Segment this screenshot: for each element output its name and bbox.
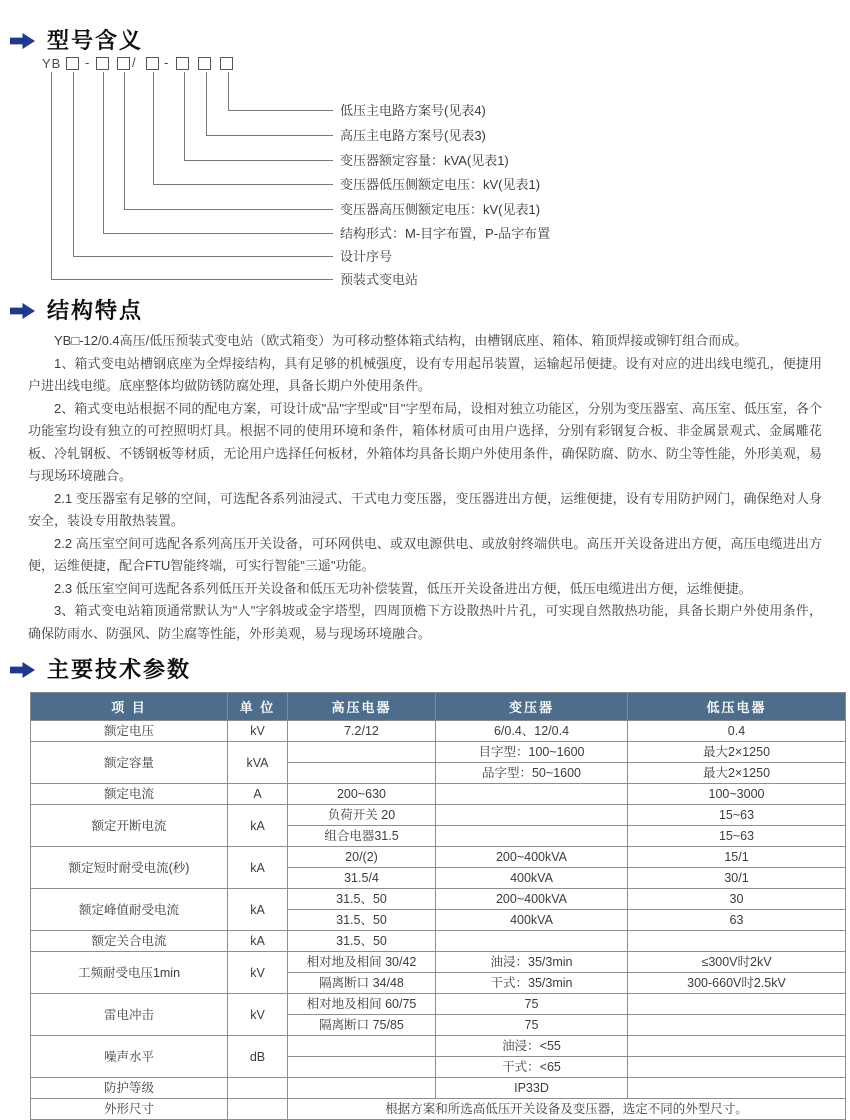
- section-heading-model: [10, 0, 850, 54]
- cell-hv: 31.5、50: [288, 931, 436, 952]
- cell-lv: [628, 994, 846, 1015]
- parameters-table: [30, 692, 846, 1120]
- cell-hv: 200~630: [288, 784, 436, 805]
- table-row: [31, 931, 846, 952]
- cell-item: 雷电冲击: [31, 994, 228, 1036]
- diagram-label-prefab-station: 预装式变电站: [340, 272, 419, 287]
- cell-unit: kVA: [228, 742, 288, 784]
- cell-transformer: [436, 826, 628, 847]
- cell-transformer: 400kVA: [436, 868, 628, 889]
- cell-item: 额定关合电流: [31, 931, 228, 952]
- cell-hv: 7.2/12: [288, 721, 436, 742]
- feature-paragraph: 2.3 低压室空间可选配各系列低压开关设备和低压无功补偿装置，低压开关设备进出方便，低压电缆进出方便，运维便捷。: [54, 580, 752, 596]
- cell-transformer: 油浸：<55: [436, 1036, 628, 1057]
- diagram-label-rated-capacity: 变压器额定容量：kVA(见表1): [340, 153, 509, 168]
- cell-unit: kA: [228, 931, 288, 952]
- table-row: [31, 1078, 846, 1099]
- cell-item: 额定电流: [31, 784, 228, 805]
- cell-hv: 隔离断口 34/48: [288, 973, 436, 994]
- cell-unit: kV: [228, 721, 288, 742]
- model-separator-dash: -: [164, 55, 169, 70]
- cell-lv: [628, 931, 846, 952]
- table-header-row: [31, 693, 846, 721]
- cell-lv: 63: [628, 910, 846, 931]
- diagram-label-structure-type: 结构形式：M-目字布置，P-品字布置: [340, 226, 551, 241]
- cell-item: 外形尺寸: [31, 1099, 228, 1120]
- cell-lv: 300-660V时2.5kV: [628, 973, 846, 994]
- cell-lv: [628, 1057, 846, 1078]
- col-header-lv-gear: 低压电器: [628, 693, 846, 721]
- feature-paragraph: 1、箱式变电站槽钢底座为全焊接结构，具有足够的机械强度，设有专用起吊装置，运输起吊便捷。设有对应的进出线电缆孔，便捷用户进出线电缆。底座整体均做防锈防腐处理，具备长期户外使用条件。: [28, 355, 822, 393]
- cell-item: 防护等级: [31, 1078, 228, 1099]
- cell-lv: 15/1: [628, 847, 846, 868]
- cell-transformer: [436, 931, 628, 952]
- model-separator-slash: /: [132, 55, 136, 70]
- feature-paragraph: 3、箱式变电站箱顶通常默认为"人"字斜坡或金字塔型，四周顶檐下方设散热叶片孔，可实现自然散热功能，具备长期户外使用条件，确保防雨水、防强风、防尘腐等性能，外形美观，易与现场环境融合。: [28, 603, 822, 641]
- cell-transformer: 目字型：100~1600: [436, 742, 628, 763]
- cell-unit: kA: [228, 805, 288, 847]
- cell-unit: A: [228, 784, 288, 805]
- diagram-label-lv-scheme: 低压主电路方案号(见表4): [340, 103, 486, 118]
- cell-transformer: 6/0.4、12/0.4: [436, 721, 628, 742]
- cell-transformer: 400kVA: [436, 910, 628, 931]
- cell-item: 额定峰值耐受电流: [31, 889, 228, 931]
- cell-hv: [288, 1078, 436, 1099]
- cell-transformer: IP33D: [436, 1078, 628, 1099]
- cell-unit: dB: [228, 1036, 288, 1078]
- diagram-label-lv-voltage: 变压器低压侧额定电压：kV(见表1): [340, 177, 541, 192]
- cell-transformer: [436, 805, 628, 826]
- cell-lv: 0.4: [628, 721, 846, 742]
- cell-unit: kA: [228, 889, 288, 931]
- cell-hv: [288, 1036, 436, 1057]
- cell-lv: [628, 1015, 846, 1036]
- feature-paragraph: 2、箱式变电站根据不同的配电方案，可设计成"品"字型或"目"字型布局，设相对独立功能区，分别为变压器室、高压室、低压室，各个功能室均设有独立的可控照明灯具。根据不同的使用环境和条件，箱体材质可由用户选择，分别有彩钢复合板、非金属景观式、金属雕花板、冷轧钢板、不锈钢板等材质，无论用户选择任何板材，外箱体均具备长期户外使用条件，确保防腐、防水、防尘等性能，外形美观，易与现场环境融合。: [28, 400, 822, 483]
- model-digit-box: [66, 57, 79, 70]
- cell-unit: kA: [228, 847, 288, 889]
- table-row: [31, 805, 846, 826]
- cell-transformer: 75: [436, 1015, 628, 1036]
- cell-transformer: 干式：35/3min: [436, 973, 628, 994]
- cell-unit: [228, 1078, 288, 1099]
- cell-dimensions-note: 根据方案和所选高低压开关设备及变压器，选定不同的外型尺寸。: [288, 1099, 846, 1120]
- model-digit-box: [146, 57, 159, 70]
- diagram-label-hv-scheme: 高压主电路方案号(见表3): [340, 128, 486, 143]
- section-title-parameters: 主要技术参数: [47, 657, 192, 682]
- cell-lv: 最大2×1250: [628, 763, 846, 784]
- cell-hv: 31.5、50: [288, 910, 436, 931]
- cell-unit: [228, 1099, 288, 1120]
- diagram-label-design-serial: 设计序号: [340, 249, 393, 264]
- table-row: [31, 1036, 846, 1057]
- cell-lv: 30: [628, 889, 846, 910]
- cell-lv: 15~63: [628, 805, 846, 826]
- feature-paragraph: 2.1 变压器室有足够的空间，可选配各系列油浸式、干式电力变压器，变压器进出方便，运维便捷，设有专用防护网门，确保绝对人身安全，装设专用散热装置。: [28, 490, 822, 528]
- diagram-label-hv-voltage: 变压器高压侧额定电压：kV(见表1): [340, 202, 541, 217]
- cell-hv: [288, 763, 436, 784]
- section-heading-features: [10, 298, 850, 324]
- cell-hv: 负荷开关 20: [288, 805, 436, 826]
- model-digit-box: [117, 57, 130, 70]
- model-number-diagram: [0, 54, 850, 294]
- cell-transformer: 干式：<65: [436, 1057, 628, 1078]
- cell-transformer: 200~400kVA: [436, 847, 628, 868]
- cell-transformer: [436, 784, 628, 805]
- arrow-icon: [10, 662, 35, 678]
- model-digit-box: [96, 57, 109, 70]
- cell-hv: [288, 742, 436, 763]
- cell-hv: 组合电器31.5: [288, 826, 436, 847]
- cell-item: 额定短时耐受电流(秒): [31, 847, 228, 889]
- cell-transformer: 油浸：35/3min: [436, 952, 628, 973]
- model-prefix: YB: [42, 56, 62, 71]
- cell-lv: [628, 1078, 846, 1099]
- model-digit-box: [220, 57, 233, 70]
- cell-lv: ≤300V时2kV: [628, 952, 846, 973]
- table-row: [31, 742, 846, 763]
- feature-paragraph: 2.2 高压室空间可选配各系列高压开关设备，可环网供电、或双电源供电、或放射终端供电。高压开关设备进出方便，高压电缆进出方便，运维便捷，配合FTU智能终端，可实行智能"三遥"功能。: [28, 535, 822, 573]
- arrow-icon: [10, 33, 35, 49]
- table-row: [31, 994, 846, 1015]
- cell-item: 额定电压: [31, 721, 228, 742]
- cell-item: 额定开断电流: [31, 805, 228, 847]
- cell-item: 噪声水平: [31, 1036, 228, 1078]
- features-text: [28, 330, 822, 645]
- feature-paragraph: YB□-12/0.4高压/低压预装式变电站（欧式箱变）为可移动整体箱式结构，由槽钢底座、箱体、箱顶焊接或铆钉组合而成。: [54, 333, 748, 348]
- cell-lv: 100~3000: [628, 784, 846, 805]
- section-title-features: 结构特点: [47, 298, 144, 323]
- connector-line: [51, 72, 333, 280]
- table-row: [31, 721, 846, 742]
- cell-lv: 30/1: [628, 868, 846, 889]
- cell-hv: 隔离断口 75/85: [288, 1015, 436, 1036]
- model-digit-box: [198, 57, 211, 70]
- col-header-item: 项 目: [31, 693, 228, 721]
- cell-hv: 31.5、50: [288, 889, 436, 910]
- col-header-hv-gear: 高压电器: [288, 693, 436, 721]
- cell-hv: [288, 1057, 436, 1078]
- table-row: [31, 847, 846, 868]
- table-row: [31, 952, 846, 973]
- model-separator-dash: -: [85, 55, 90, 70]
- section-title-model: 型号含义: [47, 28, 144, 53]
- cell-hv: 31.5/4: [288, 868, 436, 889]
- table-row: [31, 889, 846, 910]
- cell-transformer: 品字型：50~1600: [436, 763, 628, 784]
- cell-unit: kV: [228, 952, 288, 994]
- table-row: [31, 784, 846, 805]
- cell-unit: kV: [228, 994, 288, 1036]
- section-heading-parameters: [10, 657, 850, 683]
- cell-item: 额定容量: [31, 742, 228, 784]
- table-row: [31, 1099, 846, 1120]
- cell-transformer: 75: [436, 994, 628, 1015]
- cell-hv: 20/(2): [288, 847, 436, 868]
- cell-transformer: 200~400kVA: [436, 889, 628, 910]
- col-header-unit: 单 位: [228, 693, 288, 721]
- cell-item: 工频耐受电压1min: [31, 952, 228, 994]
- cell-lv: 最大2×1250: [628, 742, 846, 763]
- cell-hv: 相对地及相间 60/75: [288, 994, 436, 1015]
- cell-lv: 15~63: [628, 826, 846, 847]
- arrow-icon: [10, 303, 35, 319]
- col-header-transformer: 变压器: [436, 693, 628, 721]
- cell-lv: [628, 1036, 846, 1057]
- cell-hv: 相对地及相间 30/42: [288, 952, 436, 973]
- model-digit-box: [176, 57, 189, 70]
